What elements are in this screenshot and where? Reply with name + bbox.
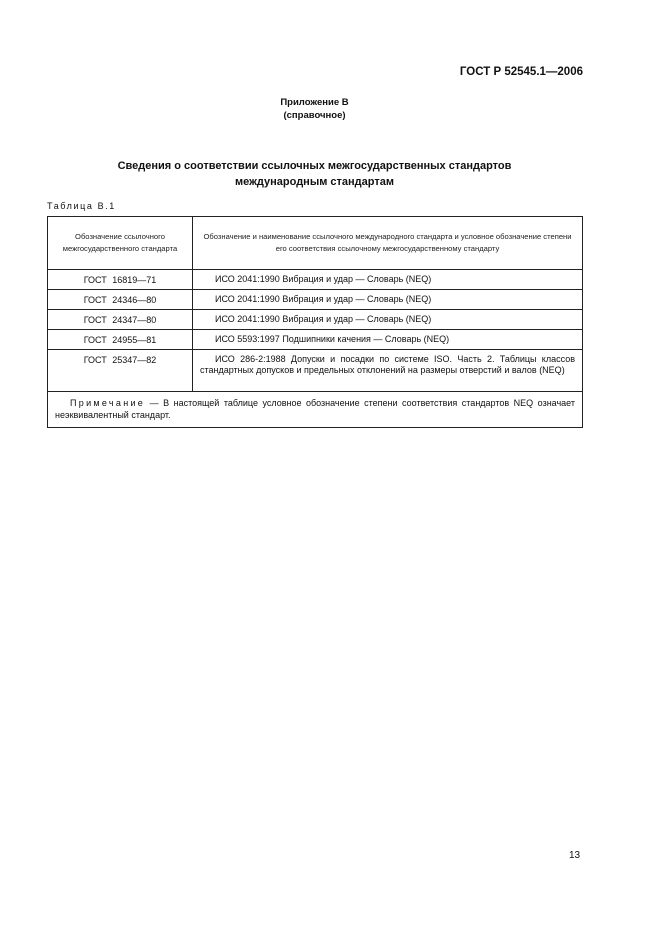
- gost-cell: ГОСТ 24347—80: [48, 310, 193, 330]
- iso-cell: [193, 290, 583, 310]
- annex-heading: [0, 96, 629, 122]
- column-header-gost: Обозначение ссылочного межгосударственного стандарта: [48, 217, 193, 270]
- section-title: [0, 158, 629, 190]
- iso-text: ИСО 286-2:1988 Допуски и посадки по системе ISO. Часть 2. Таблицы классов стандартных допусков и предельных отклонений на размеры отверстий и валов (NEQ): [200, 354, 575, 375]
- iso-text: ИСО 2041:1990 Вибрация и удар — Словарь (NEQ): [215, 314, 432, 324]
- gost-cell: ГОСТ 25347—82: [48, 350, 193, 392]
- annex-title: Приложение В: [280, 97, 349, 108]
- iso-cell: [193, 330, 583, 350]
- section-title-line-2: международным стандартам: [235, 176, 394, 188]
- table-header-row: [48, 217, 583, 270]
- page-number: 13: [569, 850, 581, 861]
- table-row: [48, 310, 583, 330]
- standards-table: [47, 216, 583, 428]
- iso-cell: [193, 310, 583, 330]
- table-row: [48, 270, 583, 290]
- iso-text: ИСО 2041:1990 Вибрация и удар — Словарь (NEQ): [215, 294, 432, 304]
- iso-cell: [193, 270, 583, 290]
- table-label: Таблица В.1: [47, 201, 116, 211]
- gost-cell: ГОСТ 24346—80: [48, 290, 193, 310]
- document-code: ГОСТ Р 52545.1—2006: [459, 66, 583, 78]
- gost-cell: ГОСТ 24955—81: [48, 330, 193, 350]
- iso-text: ИСО 2041:1990 Вибрация и удар — Словарь (NEQ): [215, 274, 432, 284]
- note-text: — В настоящей таблице условное обозначение степени соответствия стандартов NEQ означает неэквивалентный стандарт.: [55, 398, 575, 420]
- iso-text: ИСО 5593:1997 Подшипники качения — Словарь (NEQ): [215, 334, 450, 344]
- section-title-line-1: Сведения о соответствии ссылочных межгосударственных стандартов: [117, 160, 512, 172]
- gost-cell: ГОСТ 16819—71: [48, 270, 193, 290]
- table-note-row: [48, 392, 583, 428]
- annex-type: (справочное): [283, 110, 346, 121]
- table-row: [48, 350, 583, 392]
- note-label: Примечание: [70, 398, 146, 408]
- table-note: [48, 392, 583, 428]
- table-row: [48, 330, 583, 350]
- table-row: [48, 290, 583, 310]
- iso-cell: [193, 350, 583, 392]
- column-header-iso: Обозначение и наименование ссылочного международного стандарта и условное обозначение степени его соответствия ссылочному межгосударственному стандарту: [193, 217, 583, 270]
